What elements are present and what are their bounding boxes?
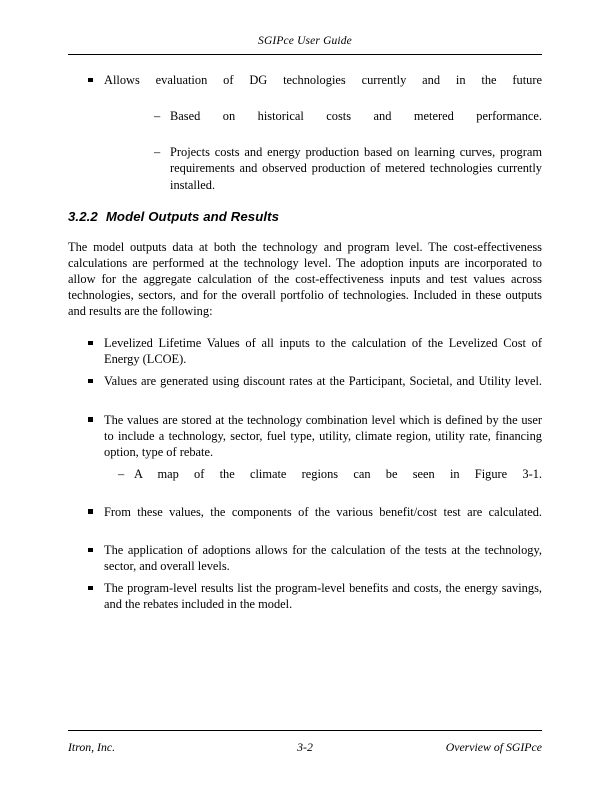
intro-sub-list bbox=[104, 108, 542, 192]
square-bullet-icon bbox=[88, 548, 93, 553]
list-item-text: The program-level results list the program-level benefits and costs, the energy savings, and the rebates included in the model. bbox=[104, 581, 542, 612]
sub-list-item-text: A map of the climate regions can be seen in Figure 3-1. bbox=[134, 466, 542, 481]
square-bullet-icon bbox=[88, 586, 93, 591]
sub-list-item-text: Projects costs and energy production based on learning curves, program requirements and observed production of metered technologies currently installed. bbox=[170, 145, 542, 192]
header-divider bbox=[68, 54, 542, 55]
sub-list-item bbox=[104, 144, 542, 192]
list-item-text: The values are stored at the technology combination level which is defined by the user to include a technology, sector, fuel type, utility, climate region, utility rate, financing option, type of rebate. bbox=[104, 412, 542, 459]
list-item bbox=[68, 72, 542, 193]
section-paragraph: The model outputs data at both the technology and program level. The cost-effectiveness calculations are performed at the technology level. The adoption inputs are incorporated to allow for the aggregate calculation of the cost-effectiveness inputs and test values across technologies, sectors, and for the overall portfolio of technologies. Included in these outputs and results are the following: bbox=[68, 239, 542, 319]
page-content bbox=[68, 72, 542, 613]
list-item-text: Allows evaluation of DG technologies currently and in the future bbox=[104, 73, 542, 87]
square-bullet-icon bbox=[88, 417, 93, 422]
list-item-text: Levelized Lifetime Values of all inputs to the calculation of the Levelized Cost of Energy (LCOE). bbox=[104, 336, 542, 367]
header-title: SGIPce User Guide bbox=[258, 35, 352, 47]
sub-list-item-text: Based on historical costs and metered performance. bbox=[170, 109, 542, 124]
spacer bbox=[68, 193, 542, 209]
list-item bbox=[68, 412, 542, 460]
intro-bullet-list bbox=[68, 72, 542, 193]
square-bullet-icon bbox=[88, 78, 93, 83]
section-heading bbox=[68, 209, 542, 225]
square-bullet-icon bbox=[88, 509, 93, 514]
page-footer bbox=[68, 740, 542, 755]
dash-bullet-icon: – bbox=[154, 145, 161, 160]
footer-company: Itron, Inc. bbox=[68, 740, 116, 754]
list-item-text: Values are generated using discount rates at the Participant, Societal, and Utility level. bbox=[104, 374, 542, 389]
list-item bbox=[68, 373, 542, 405]
list-item-text: The application of adoptions allows for the calculation of the tests at the technology, sector, and overall levels. bbox=[104, 543, 542, 574]
footer-chapter-title: Overview of SGIPce bbox=[445, 740, 542, 754]
list-item bbox=[68, 580, 542, 612]
section-number: 3.2.2 bbox=[68, 208, 98, 224]
footer-divider bbox=[68, 730, 542, 731]
list-item bbox=[68, 542, 542, 574]
outputs-sub-list bbox=[68, 466, 542, 498]
outputs-bullet-list bbox=[68, 335, 542, 612]
list-item bbox=[68, 335, 542, 367]
list-item bbox=[68, 504, 542, 536]
page-header bbox=[68, 34, 542, 48]
square-bullet-icon bbox=[88, 379, 93, 384]
dash-bullet-icon: – bbox=[154, 109, 161, 124]
page-number: 3-2 bbox=[297, 740, 313, 754]
spacer bbox=[68, 225, 542, 239]
sub-list-item bbox=[104, 108, 542, 140]
list-item-text: From these values, the components of the various benefit/cost test are calculated. bbox=[104, 504, 542, 519]
spacer bbox=[68, 319, 542, 335]
section-title: Model Outputs and Results bbox=[105, 208, 280, 224]
sub-list-item bbox=[68, 466, 542, 498]
dash-bullet-icon: – bbox=[118, 466, 125, 481]
square-bullet-icon bbox=[88, 341, 93, 346]
